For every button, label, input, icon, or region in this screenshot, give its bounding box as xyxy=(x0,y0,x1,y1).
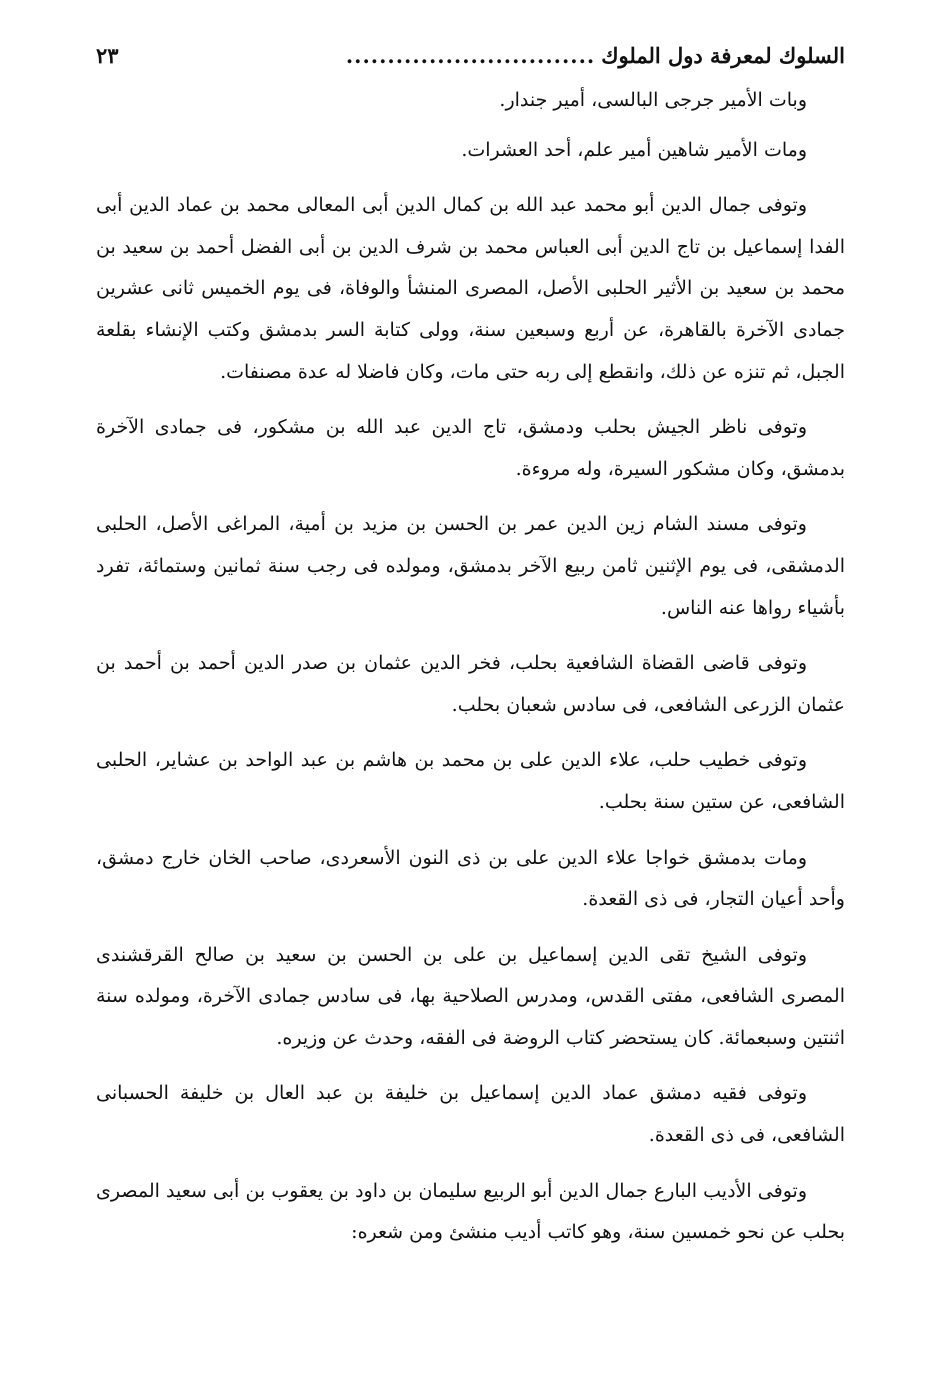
paragraph: وتوفى الشيخ تقى الدين إسماعيل بن على بن الحسن بن سعيد بن صالح القرقشندى المصرى الشافعى، مفتى القدس، ومدرس الصلاحية بها، فى سادس جمادى الآخرة، ومولده سنة اثنتين وسبعمائة. كان يستحضر كتاب الروضة فى الفقه، وحدث عن وزيره. xyxy=(96,943,845,1049)
paragraph: وتوفى مسند الشام زين الدين عمر بن الحسن بن مزيد بن أمية، المراغى الأصل، الحلبى الدمشقى، فى يوم الإثنين ثامن ربيع الآخر بدمشق، ومولده فى رجب سنة ثمانين وستمائة، تفرد بأشياء رواها عنه الناس. xyxy=(96,513,845,619)
book-title: السلوك لمعرفة دول الملوك xyxy=(601,43,845,68)
running-header xyxy=(96,28,845,68)
paragraph: ومات الأمير شاهين أمير علم، أحد العشرات. xyxy=(461,138,807,161)
paragraph: وتوفى قاضى القضاة الشافعية بحلب، فخر الدين عثمان بن صدر الدين أحمد بن أحمد بن عثمان الزرعى الشافعى، فى سادس شعبان بحلب. xyxy=(96,652,845,716)
paragraph: وتوفى فقيه دمشق عماد الدين إسماعيل بن خليفة بن عبد العال بن خليفة الحسبانى الشافعى، فى ذى القعدة. xyxy=(96,1082,845,1147)
header-leader-dots: .............................. xyxy=(345,43,596,68)
page-body xyxy=(96,80,845,1268)
paragraph: وتوفى ناظر الجيش بحلب ودمشق، تاج الدين عبد الله بن مشكور، فى جمادى الآخرة بدمشق، وكان مشكور السيرة، وله مروءة. xyxy=(96,416,845,480)
paragraph: ومات بدمشق خواجا علاء الدين على بن ذى النون الأسعردى، صاحب الخان خارج دمشق، وأحد أعيان التجار، فى ذى القعدة. xyxy=(96,846,845,911)
paragraph: وبات الأمير جرجى البالسى، أمير جندار. xyxy=(499,89,807,111)
paragraph: وتوفى خطيب حلب، علاء الدين على بن محمد بن هاشم بن عبد الواحد بن عشاير، الحلبى الشافعى، عن ستين سنة بحلب. xyxy=(96,749,845,813)
paragraph: وتوفى الأديب البارع جمال الدين أبو الربيع سليمان بن داود بن يعقوب بن أبى سعيد المصرى بحلب عن نحو خمسين سنة، وهو كاتب أديب منشئ ومن شعره: xyxy=(96,1179,845,1244)
paragraph: وتوفى جمال الدين أبو محمد عبد الله بن كمال الدين أبى المعالى محمد بن عماد الدين أبى الفدا إسماعيل بن تاج الدين أبى العباس محمد بن شرف الدين بن أبى الفضل أحمد بن سعيد بن محمد بن سعيد بن الأثير الحلبى الأصل، المصرى المنشأ والوفاة، فى يوم الخميس ثانى عشرين جمادى الآخرة بالقاهرة، عن أربع وسبعين سنة، وولى كتابة السر بدمشق وكتب الإنشاء بقلعة الجبل، ثم تنزه عن ذلك، وانقطع إلى ربه حتى مات، وكان فاضلا له عدة مصنفات. xyxy=(96,194,845,383)
page-number: ٢٣ xyxy=(96,43,119,68)
